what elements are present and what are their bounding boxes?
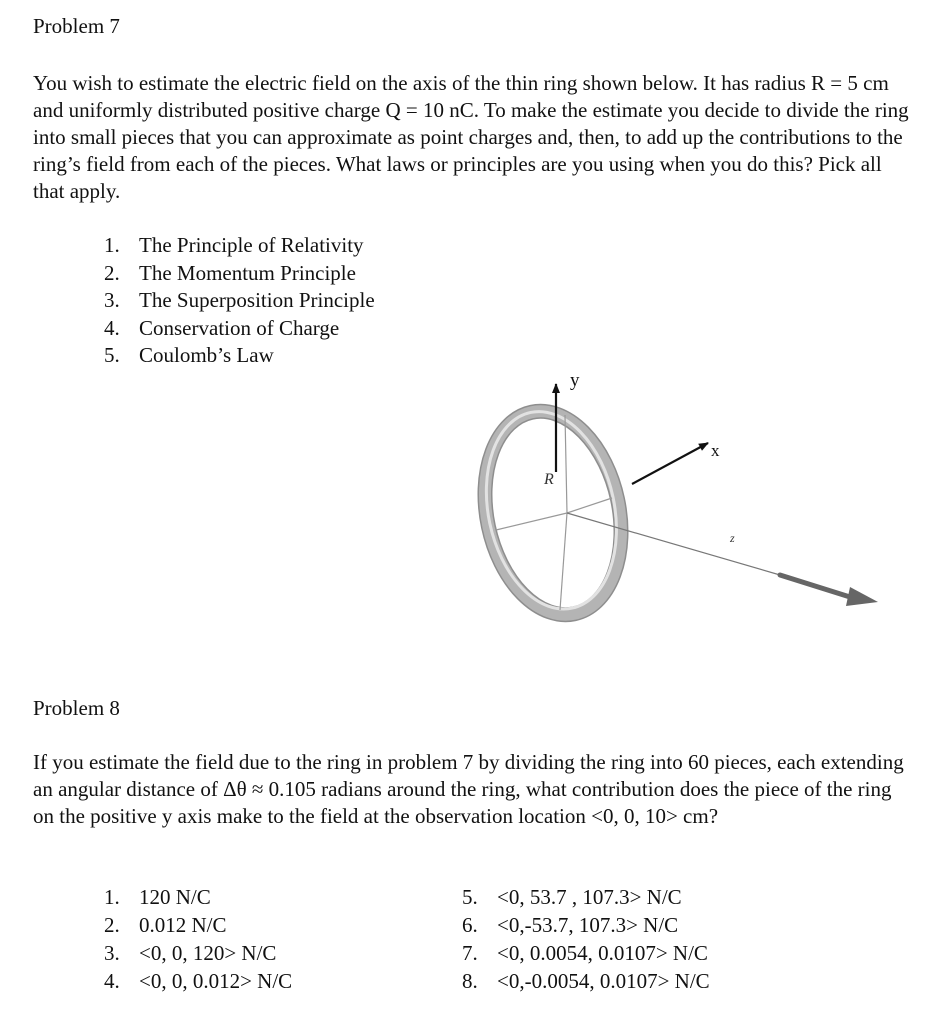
p8-option-2-number: 2. (104, 913, 120, 937)
p8-option-5-label: <0, 53.7 , 107.3> N/C (497, 885, 682, 909)
p7-option-3-label: The Superposition Principle (139, 288, 375, 312)
problem-7-title: Problem 7 (33, 14, 120, 38)
p8-option-8 (462, 967, 710, 995)
y-axis-label: y (570, 370, 580, 391)
p7-option-2-number: 2. (104, 260, 120, 285)
p7-option-2-label: The Momentum Principle (139, 260, 356, 285)
p8-option-5 (462, 883, 710, 911)
x-axis-label: x (711, 441, 720, 460)
problem-7-text: You wish to estimate the electric field on the axis of the thin ring shown below. It has radius R = 5 cm and uniformly distributed positive charge Q = 10 nC. To make the estimate you decide to divide the ring into small pieces that you can approximate as point charges and, then, to add up the contributions to the ring’s field from each of the pieces. What laws or principles are you using when you do this? Pick all that apply. (33, 71, 909, 203)
spoke-left (496, 513, 567, 530)
x-axis-line (632, 443, 708, 484)
z-axis-line (567, 513, 780, 575)
p7-option-5-label: Coulomb’s Law (139, 343, 274, 367)
p8-option-1 (104, 883, 292, 911)
p8-option-4-label: <0, 0, 0.012> N/C (139, 969, 293, 993)
p8-option-6-number: 6. (462, 913, 478, 937)
p8-option-5-number: 5. (462, 885, 478, 909)
z-axis-arrow (780, 575, 850, 597)
p8-option-7-label: <0, 0.0054, 0.0107> N/C (497, 941, 708, 965)
z-axis-arrowhead (846, 587, 878, 606)
problem-8-text: If you estimate the field due to the ring in problem 7 by dividing the ring into 60 pieces, each extending an angular distance of Δθ ≈ 0.105 radians around the ring, what contribution does the piece of the ring on the positive y axis make to the field at the observation location <0, 0, 10> cm? (33, 750, 904, 828)
p7-option-1-label: The Principle of Relativity (139, 233, 364, 257)
p7-option-4-number: 4. (104, 315, 120, 340)
p8-option-1-number: 1. (104, 885, 120, 909)
p8-option-3-label: <0, 0, 120> N/C (139, 941, 277, 965)
spoke-up (565, 415, 567, 513)
p8-option-4 (104, 967, 292, 995)
p7-option-5-number: 5. (104, 343, 120, 367)
problem-8-options-left (104, 883, 292, 995)
p8-option-6-label: <0,-53.7, 107.3> N/C (497, 913, 679, 937)
p8-option-7 (462, 939, 710, 967)
p7-option-1-number: 1. (104, 233, 120, 257)
p8-option-3 (104, 939, 292, 967)
p8-option-3-number: 3. (104, 941, 120, 965)
problem-8-options-right (462, 883, 710, 995)
problem-8-title: Problem 8 (33, 696, 120, 720)
ring-outer (467, 399, 639, 628)
p7-option-4-label: Conservation of Charge (139, 315, 340, 340)
z-axis-label: z (730, 531, 735, 545)
p8-option-8-number: 8. (462, 969, 478, 993)
p8-option-8-label: <0,-0.0054, 0.0107> N/C (497, 969, 710, 993)
p8-option-4-number: 4. (104, 969, 120, 993)
p8-option-7-number: 7. (462, 941, 478, 965)
p8-option-6 (462, 911, 710, 939)
spoke-down (560, 513, 567, 610)
p8-option-2-label: 0.012 N/C (139, 913, 227, 937)
p7-option-3-number: 3. (104, 288, 120, 312)
p8-option-2 (104, 911, 292, 939)
radius-label: R (544, 471, 554, 488)
p8-option-1-label: 120 N/C (139, 885, 211, 909)
spoke-right (567, 498, 612, 513)
